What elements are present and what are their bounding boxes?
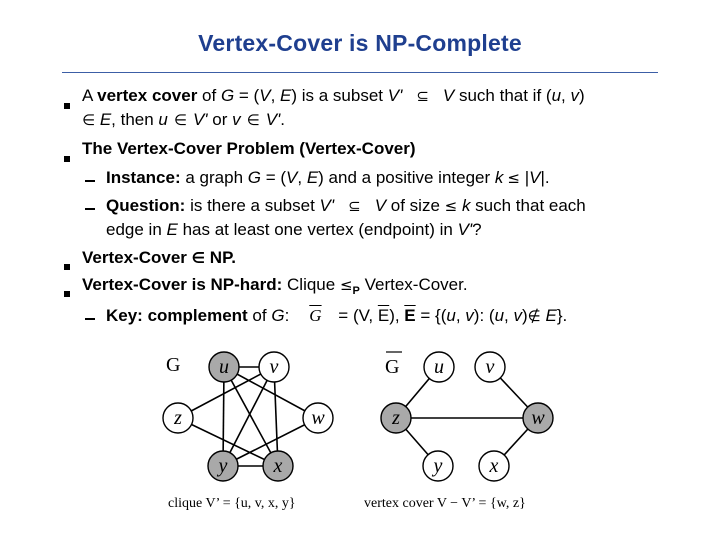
text: ,: [455, 306, 466, 325]
var-v: v: [570, 86, 579, 105]
caption-clique: clique V’ = {u, v, x, y}: [168, 496, 296, 511]
bullet-marker: [64, 264, 70, 270]
subset-symbol: ⊆: [348, 197, 361, 215]
var-u: u: [551, 86, 562, 105]
text: of: [247, 306, 272, 325]
text: such that each: [470, 196, 586, 215]
text: of size: [386, 196, 445, 215]
text: |: [519, 168, 530, 187]
var-E: E: [280, 86, 292, 105]
sub-3-line: [106, 305, 567, 327]
text: or: [207, 110, 233, 129]
bullet-1-line-1: [82, 85, 585, 107]
node-label-u: u: [219, 356, 229, 378]
node-label-v: v: [485, 356, 495, 378]
text: ,: [270, 86, 281, 105]
sub-1-line: [106, 167, 550, 189]
var-v: v: [513, 306, 522, 325]
text: a graph: [180, 168, 248, 187]
text: Clique: [282, 275, 340, 294]
text: = (: [260, 168, 287, 187]
leq-symbol: ≤: [444, 197, 458, 215]
bullet-2-line: The Vertex-Cover Problem (Vertex-Cover): [82, 139, 416, 158]
text: ): [579, 86, 585, 105]
sub-dash: [85, 180, 95, 182]
text: |.: [540, 168, 550, 187]
leq-symbol: ≤: [507, 169, 520, 187]
element-of-symbol: ∈: [246, 111, 260, 129]
text: ,: [504, 306, 514, 325]
text: = (V,: [333, 306, 378, 325]
text: ),: [389, 306, 405, 325]
text: NP.: [205, 248, 236, 267]
text: ) and a positive integer: [318, 168, 495, 187]
text: of: [197, 86, 221, 105]
label-np-hard: Vertex-Cover is NP-hard:: [82, 275, 283, 294]
bullet-1-line-2: [82, 109, 285, 131]
subscript-P: P: [352, 285, 360, 297]
text: ) is a subset: [291, 86, 388, 105]
var-G: G: [271, 306, 285, 325]
node-label-x: x: [273, 455, 283, 477]
var-k: k: [494, 168, 504, 187]
node-label-u: u: [434, 356, 444, 378]
bullet-marker: [64, 156, 70, 162]
text: such that if (: [454, 86, 552, 105]
caption-vertex-cover: vertex cover V − V’ = {w, z}: [364, 496, 526, 511]
node-label-z: z: [174, 407, 182, 429]
var-E: E: [306, 168, 319, 187]
node-label-w: w: [311, 407, 325, 429]
text: Vertex-Cover: [82, 248, 192, 267]
var-G: G: [220, 86, 235, 105]
text: ,: [561, 86, 571, 105]
text: = {(: [415, 306, 447, 325]
graph-g: [160, 338, 350, 488]
text: ): [521, 306, 528, 325]
var-v: v: [232, 110, 241, 129]
var-V: V: [529, 168, 541, 187]
var-u: u: [446, 306, 456, 325]
var-V-prime: V': [192, 110, 208, 129]
subset-symbol: ⊆: [416, 87, 429, 105]
sub-2-line-2: [106, 219, 482, 241]
text: .: [280, 110, 286, 129]
element-of-symbol: ∈: [82, 111, 96, 129]
text: ,: [297, 168, 307, 187]
var-u: u: [158, 110, 168, 129]
text: ?: [472, 220, 482, 239]
term-vertex-cover: vertex cover: [97, 86, 198, 105]
text: ): (: [473, 306, 495, 325]
var-E: E: [99, 110, 112, 129]
node-label-z: z: [392, 407, 400, 429]
bullet-marker: [64, 103, 70, 109]
graph-g-complement-nodes: [381, 352, 553, 481]
var-G-complement: $\overline{G}$: [309, 306, 322, 325]
bullet-4-line: [82, 274, 468, 298]
var-E-bar: $\overline{E}$: [404, 306, 416, 325]
node-label-y: y: [433, 455, 443, 477]
bullet-3-line: [82, 247, 236, 269]
node-label-y: y: [218, 455, 228, 477]
text: has at least one vertex (endpoint) in: [177, 220, 458, 239]
var-V-prime: V': [265, 110, 281, 129]
node-label-w: w: [531, 407, 545, 429]
text: :: [284, 306, 290, 325]
bullet-marker: [64, 291, 70, 297]
node-label-v: v: [269, 356, 279, 378]
text: edge in: [106, 220, 167, 239]
var-V: V: [374, 196, 387, 215]
var-V-prime: V': [387, 86, 403, 105]
text: is there a subset: [185, 196, 320, 215]
label-key-complement: Key: complement: [106, 306, 248, 325]
label-instance: Instance:: [106, 168, 181, 187]
text: = (: [234, 86, 260, 105]
graph-g-label: G: [166, 354, 181, 376]
var-V: V: [442, 86, 455, 105]
var-G: G: [247, 168, 261, 187]
var-V: V: [286, 168, 298, 187]
var-u: u: [494, 306, 505, 325]
var-v: v: [465, 306, 474, 325]
graph-g-edges: [178, 367, 318, 466]
element-of-symbol: ∈: [173, 111, 187, 129]
not-element-of-symbol: ∉: [527, 307, 541, 325]
element-of-symbol: ∈: [191, 249, 206, 267]
var-V: V: [259, 86, 271, 105]
label-question: Question:: [106, 196, 186, 215]
var-k: k: [461, 196, 471, 215]
var-E-bar: $\overline{E}$: [377, 306, 390, 325]
graph-g-complement-label: G: [385, 356, 400, 378]
sub-dash: [85, 208, 95, 210]
sub-dash: [85, 318, 95, 320]
var-V-prime: V': [319, 196, 335, 215]
text: , then: [111, 110, 159, 129]
text: A: [82, 86, 98, 105]
var-E: E: [545, 306, 557, 325]
var-E: E: [166, 220, 178, 239]
text: Vertex-Cover.: [359, 275, 468, 294]
graph-g-complement: [378, 338, 568, 488]
graph-g-complement-edges: [396, 367, 538, 466]
slide-title: Vertex-Cover is NP-Complete: [198, 30, 522, 56]
var-V-prime: V': [457, 220, 473, 239]
leq-symbol: ≤: [339, 276, 353, 294]
text: }.: [556, 306, 568, 325]
node-label-x: x: [489, 455, 499, 477]
sub-2-line-1: [106, 195, 586, 217]
